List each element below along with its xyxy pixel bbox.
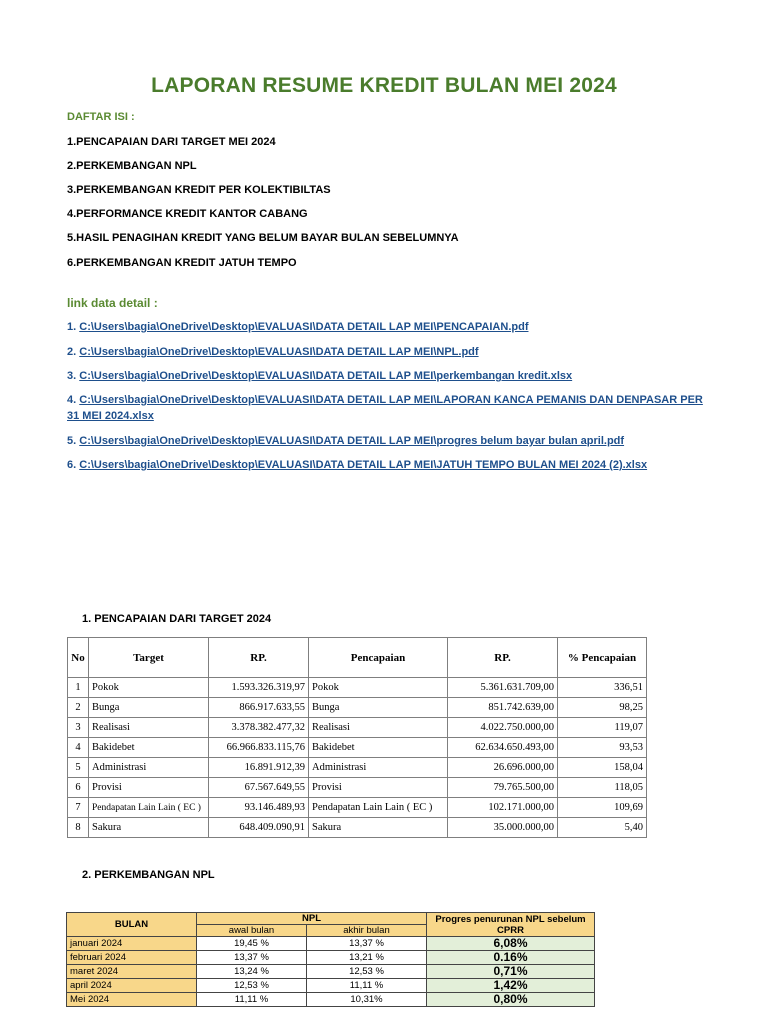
cell-no: 8 bbox=[68, 818, 89, 838]
cell-target: Bunga bbox=[89, 698, 209, 718]
link-number: 6. bbox=[67, 459, 77, 471]
cell-rp-target: 3.378.382.477,32 bbox=[209, 718, 309, 738]
cell-akhir: 13,37 % bbox=[307, 937, 427, 951]
cell-percent: 98,25 bbox=[558, 698, 647, 718]
file-link-jatuh-tempo[interactable]: C:\Users\bagia\OneDrive\Desktop\EVALUASI\DATA DETAIL LAP MEI\JATUH TEMPO BULAN MEI 2024 (2).xlsx bbox=[79, 459, 648, 471]
cell-target: Pokok bbox=[89, 678, 209, 698]
cell-percent: 118,05 bbox=[558, 778, 647, 798]
link-row-1 bbox=[67, 319, 707, 335]
cell-rp-pencapaian: 5.361.631.709,00 bbox=[448, 678, 558, 698]
file-link-pencapaian[interactable]: C:\Users\bagia\OneDrive\Desktop\EVALUASI\DATA DETAIL LAP MEI\PENCAPAIAN.pdf bbox=[79, 321, 529, 333]
table-row bbox=[67, 937, 595, 951]
cell-rp-pencapaian: 102.171.000,00 bbox=[448, 798, 558, 818]
cell-percent: 109,69 bbox=[558, 798, 647, 818]
cell-akhir: 11,11 % bbox=[307, 979, 427, 993]
cell-awal: 19,45 % bbox=[197, 937, 307, 951]
header-no: No bbox=[68, 638, 89, 678]
table-row bbox=[67, 979, 595, 993]
table-row bbox=[68, 698, 647, 718]
header-rp-pencapaian: RP. bbox=[448, 638, 558, 678]
table-row bbox=[68, 718, 647, 738]
toc-item: 5.HASIL PENAGIHAN KREDIT YANG BELUM BAYAR BULAN SEBELUMNYA bbox=[67, 232, 459, 244]
link-row-4 bbox=[67, 392, 707, 424]
cell-bulan: april 2024 bbox=[67, 979, 197, 993]
cell-progres: 0,80% bbox=[427, 993, 595, 1007]
cell-bulan: februari 2024 bbox=[67, 951, 197, 965]
cell-target: Administrasi bbox=[89, 758, 209, 778]
link-number: 5. bbox=[67, 435, 77, 447]
cell-no: 7 bbox=[68, 798, 89, 818]
cell-rp-target: 648.409.090,91 bbox=[209, 818, 309, 838]
cell-bulan: maret 2024 bbox=[67, 965, 197, 979]
table-row bbox=[68, 758, 647, 778]
cell-bulan: januari 2024 bbox=[67, 937, 197, 951]
npl-table bbox=[66, 912, 595, 1007]
cell-rp-pencapaian: 26.696.000,00 bbox=[448, 758, 558, 778]
cell-akhir: 13,21 % bbox=[307, 951, 427, 965]
cell-percent: 119,07 bbox=[558, 718, 647, 738]
cell-progres: 6,08% bbox=[427, 937, 595, 951]
cell-pencapaian: Realisasi bbox=[309, 718, 448, 738]
cell-rp-target: 1.593.326.319,97 bbox=[209, 678, 309, 698]
header-rp-target: RP. bbox=[209, 638, 309, 678]
table-row bbox=[67, 951, 595, 965]
cell-target: Pendapatan Lain Lain ( EC ) bbox=[89, 798, 209, 818]
file-link-perkembangan-kredit[interactable]: C:\Users\bagia\OneDrive\Desktop\EVALUASI\DATA DETAIL LAP MEI\perkembangan kredit.xlsx bbox=[79, 370, 573, 382]
cell-no: 3 bbox=[68, 718, 89, 738]
cell-progres: 0.16% bbox=[427, 951, 595, 965]
header-pencapaian: Pencapaian bbox=[309, 638, 448, 678]
table-row bbox=[68, 778, 647, 798]
table-row bbox=[67, 965, 595, 979]
header-target: Target bbox=[89, 638, 209, 678]
cell-percent: 158,04 bbox=[558, 758, 647, 778]
cell-awal: 13,24 % bbox=[197, 965, 307, 979]
cell-rp-pencapaian: 79.765.500,00 bbox=[448, 778, 558, 798]
cell-pencapaian: Provisi bbox=[309, 778, 448, 798]
cell-percent: 5,40 bbox=[558, 818, 647, 838]
cell-rp-target: 866.917.633,55 bbox=[209, 698, 309, 718]
header-percent: % Pencapaian bbox=[558, 638, 647, 678]
toc-item: 1.PENCAPAIAN DARI TARGET MEI 2024 bbox=[67, 136, 276, 148]
table-row bbox=[68, 818, 647, 838]
cell-pencapaian: Sakura bbox=[309, 818, 448, 838]
cell-progres: 0,71% bbox=[427, 965, 595, 979]
cell-progres: 1,42% bbox=[427, 979, 595, 993]
toc-item: 3.PERKEMBANGAN KREDIT PER KOLEKTIBILTAS bbox=[67, 184, 331, 196]
cell-pencapaian: Bunga bbox=[309, 698, 448, 718]
link-row-6 bbox=[67, 457, 707, 473]
cell-pencapaian: Pendapatan Lain Lain ( EC ) bbox=[309, 798, 448, 818]
toc-item: 4.PERFORMANCE KREDIT KANTOR CABANG bbox=[67, 208, 308, 220]
header-bulan: BULAN bbox=[67, 913, 197, 937]
header-progres: Progres penurunan NPL sebelum CPRR bbox=[427, 913, 595, 937]
table-row bbox=[68, 678, 647, 698]
cell-pencapaian: Bakidebet bbox=[309, 738, 448, 758]
table-header-row bbox=[67, 913, 595, 925]
cell-pencapaian: Pokok bbox=[309, 678, 448, 698]
cell-rp-target: 16.891.912,39 bbox=[209, 758, 309, 778]
file-link-progres-belum-bayar[interactable]: C:\Users\bagia\OneDrive\Desktop\EVALUASI\DATA DETAIL LAP MEI\progres belum bayar bulan april.pdf bbox=[79, 435, 625, 447]
cell-target: Provisi bbox=[89, 778, 209, 798]
table-row bbox=[68, 738, 647, 758]
file-link-npl[interactable]: C:\Users\bagia\OneDrive\Desktop\EVALUASI\DATA DETAIL LAP MEI\NPL.pdf bbox=[79, 346, 479, 358]
header-npl: NPL bbox=[197, 913, 427, 925]
cell-no: 6 bbox=[68, 778, 89, 798]
table-header-row bbox=[68, 638, 647, 678]
links-heading: link data detail : bbox=[67, 296, 158, 310]
cell-rp-pencapaian: 62.634.650.493,00 bbox=[448, 738, 558, 758]
table-row bbox=[68, 798, 647, 818]
cell-target: Bakidebet bbox=[89, 738, 209, 758]
cell-rp-pencapaian: 851.742.639,00 bbox=[448, 698, 558, 718]
header-akhir-bulan: akhir bulan bbox=[307, 925, 427, 937]
link-number: 3. bbox=[67, 370, 77, 382]
cell-no: 2 bbox=[68, 698, 89, 718]
pencapaian-table bbox=[67, 637, 647, 838]
file-link-laporan-kanca[interactable]: C:\Users\bagia\OneDrive\Desktop\EVALUASI\DATA DETAIL LAP MEI\LAPORAN KANCA PEMANIS DAN DENPASAR PER 31 MEI 2024.xlsx bbox=[67, 394, 703, 422]
cell-rp-target: 67.567.649,55 bbox=[209, 778, 309, 798]
table-row bbox=[67, 993, 595, 1007]
cell-pencapaian: Administrasi bbox=[309, 758, 448, 778]
cell-awal: 11,11 % bbox=[197, 993, 307, 1007]
cell-no: 5 bbox=[68, 758, 89, 778]
report-title: LAPORAN RESUME KREDIT BULAN MEI 2024 bbox=[151, 74, 617, 97]
link-row-5 bbox=[67, 433, 707, 449]
toc-item: 2.PERKEMBANGAN NPL bbox=[67, 160, 197, 172]
cell-rp-target: 66.966.833.115,76 bbox=[209, 738, 309, 758]
link-number: 1. bbox=[67, 321, 77, 333]
cell-rp-pencapaian: 35.000.000,00 bbox=[448, 818, 558, 838]
section1-heading: 1. PENCAPAIAN DARI TARGET 2024 bbox=[82, 613, 272, 625]
toc-heading: DAFTAR ISI : bbox=[67, 111, 135, 123]
cell-percent: 336,51 bbox=[558, 678, 647, 698]
cell-no: 4 bbox=[68, 738, 89, 758]
header-awal-bulan: awal bulan bbox=[197, 925, 307, 937]
toc-item: 6.PERKEMBANGAN KREDIT JATUH TEMPO bbox=[67, 257, 297, 269]
cell-awal: 13,37 % bbox=[197, 951, 307, 965]
section2-heading: 2. PERKEMBANGAN NPL bbox=[82, 869, 215, 881]
cell-percent: 93,53 bbox=[558, 738, 647, 758]
cell-no: 1 bbox=[68, 678, 89, 698]
cell-rp-target: 93.146.489,93 bbox=[209, 798, 309, 818]
link-number: 2. bbox=[67, 346, 77, 358]
cell-target: Realisasi bbox=[89, 718, 209, 738]
link-row-2 bbox=[67, 344, 707, 360]
cell-rp-pencapaian: 4.022.750.000,00 bbox=[448, 718, 558, 738]
cell-target: Sakura bbox=[89, 818, 209, 838]
cell-akhir: 12,53 % bbox=[307, 965, 427, 979]
link-number: 4. bbox=[67, 394, 77, 406]
cell-bulan: Mei 2024 bbox=[67, 993, 197, 1007]
cell-akhir: 10,31% bbox=[307, 993, 427, 1007]
link-row-3 bbox=[67, 368, 707, 384]
cell-awal: 12,53 % bbox=[197, 979, 307, 993]
